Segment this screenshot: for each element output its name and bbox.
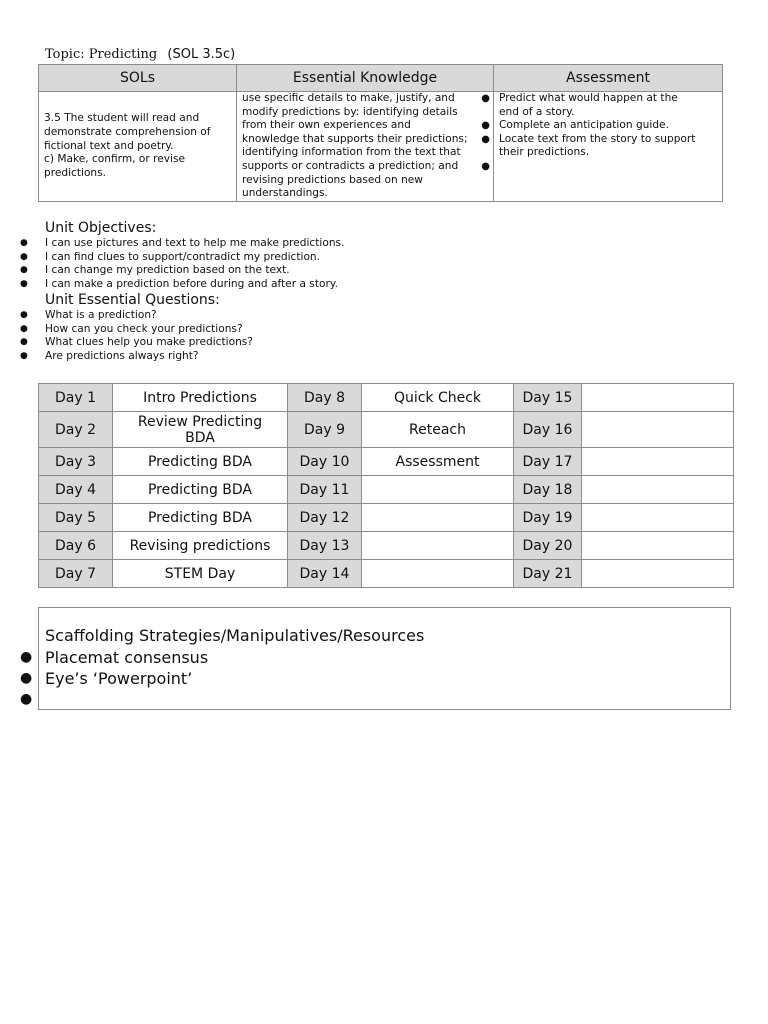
table-row	[39, 412, 734, 448]
day-label: Day 20	[514, 532, 582, 560]
day-activity	[582, 412, 734, 448]
objectives-list	[0, 237, 344, 291]
day-label: Day 19	[514, 504, 582, 532]
scaffolding-title: Scaffolding Strategies/Manipulatives/Resources	[45, 626, 425, 645]
topic-title	[45, 47, 235, 62]
list-item: ● What is a prediction?	[20, 309, 157, 321]
day-activity: Revising predictions	[113, 532, 288, 560]
knowledge-line: modify predictions by: identifying details	[242, 105, 458, 118]
day-label: Day 11	[288, 476, 362, 504]
list-item: ● Are predictions always right?	[20, 349, 199, 362]
essential-knowledge-cell	[237, 92, 494, 202]
bullet-icon: ●	[20, 323, 28, 334]
knowledge-line: knowledge that supports their predictions; ●	[242, 132, 490, 145]
assessment-line: Locate text from the story to support	[499, 132, 696, 145]
day-activity	[582, 504, 734, 532]
day-label: Day 12	[288, 504, 362, 532]
day-activity: Assessment	[362, 448, 514, 476]
sol-text-line: 3.5 The student will read and	[44, 112, 200, 125]
knowledge-line: identifying information from the text that	[242, 146, 461, 159]
sol-text-line: c) Make, confirm, or revise	[44, 153, 185, 166]
day-activity: STEM Day	[113, 560, 288, 588]
bullet-icon: ●	[20, 691, 33, 707]
list-item: ● I can use pictures and text to help me make predictions.	[20, 237, 345, 249]
table-row	[39, 560, 734, 588]
table-row	[39, 504, 734, 532]
bullet-icon: ●	[20, 310, 28, 320]
day-activity: Reteach	[362, 412, 514, 448]
list-item: ● What clues help you make predictions?	[20, 336, 253, 349]
knowledge-line: supports or contradicts a prediction; and ●	[242, 159, 490, 172]
day-label: Day 5	[39, 504, 113, 532]
day-label: Day 18	[514, 476, 582, 504]
bullet-icon: ●	[481, 160, 490, 172]
day-activity: Predicting BDA	[113, 504, 288, 532]
day-activity	[582, 532, 734, 560]
day-activity: Predicting BDA	[113, 448, 288, 476]
bullet-icon: ●	[20, 251, 28, 262]
bullet-icon: ●	[20, 337, 28, 348]
bullet-icon: ●	[20, 649, 33, 665]
table-row	[39, 532, 734, 560]
list-item: ● I can change my prediction based on the text.	[20, 264, 290, 277]
day-label: Day 14	[288, 560, 362, 588]
bullet-icon: ●	[20, 670, 33, 686]
assessment-line: end of a story.	[499, 105, 575, 118]
bullet-icon: ●	[20, 265, 28, 276]
day-label: Day 1	[39, 384, 113, 412]
knowledge-line: understandings.	[242, 187, 328, 200]
knowledge-line: from their own experiences and ●	[242, 119, 490, 132]
assessment-line: Complete an anticipation guide.	[499, 119, 669, 132]
knowledge-line: use specific details to make, justify, and ●	[242, 92, 490, 104]
day-activity: Intro Predictions	[113, 384, 288, 412]
assessment-line: their predictions.	[499, 146, 590, 159]
bullet-icon: ●	[481, 93, 490, 104]
table-row	[39, 476, 734, 504]
knowledge-line: revising predictions based on new	[242, 173, 423, 186]
list-item: ● I can find clues to support/contradict my prediction.	[20, 250, 321, 263]
sol-text-line: demonstrate comprehension of	[44, 125, 211, 138]
bullet-icon: ●	[20, 350, 28, 361]
list-item: ● How can you check your predictions?	[20, 322, 243, 335]
list-item: ● I can make a prediction before during and after a story.	[20, 277, 338, 290]
day-label: Day 2	[39, 412, 113, 448]
scaffolding-list	[0, 647, 208, 710]
questions-heading: Unit Essential Questions:	[45, 292, 220, 308]
day-activity: Review Predicting BDA	[113, 412, 288, 448]
day-label: Day 6	[39, 532, 113, 560]
objectives-heading: Unit Objectives:	[45, 220, 157, 236]
day-activity: Predicting BDA	[113, 476, 288, 504]
topic-label: Topic: Predicting	[45, 47, 158, 62]
list-item: ● Eye’s ‘Powerpoint’	[20, 669, 193, 688]
sol-text-cell	[39, 92, 237, 202]
day-activity	[362, 504, 514, 532]
day-activity	[582, 384, 734, 412]
sol-text-line: fictional text and poetry.	[44, 139, 174, 152]
day-label: Day 16	[514, 412, 582, 448]
assessment-line: Predict what would happen at the	[499, 92, 678, 104]
day-activity	[362, 476, 514, 504]
day-activity	[582, 560, 734, 588]
list-item	[0, 689, 208, 710]
bullet-icon: ●	[481, 133, 490, 145]
day-activity	[582, 448, 734, 476]
day-activity	[362, 560, 514, 588]
day-label: Day 13	[288, 532, 362, 560]
bullet-icon: ●	[20, 278, 28, 289]
day-label: Day 10	[288, 448, 362, 476]
assessment-cell	[494, 92, 723, 202]
day-label: Day 3	[39, 448, 113, 476]
sol-table	[38, 64, 723, 202]
day-label: Day 9	[288, 412, 362, 448]
day-label: Day 21	[514, 560, 582, 588]
sol-text-line: predictions.	[44, 166, 107, 179]
header-essential-knowledge: Essential Knowledge	[237, 65, 494, 92]
bullet-icon: ●	[481, 120, 490, 132]
header-sols: SOLs	[39, 65, 237, 92]
bullet-icon: ●	[20, 238, 28, 248]
list-item: ● Placemat consensus	[20, 648, 209, 667]
questions-list	[0, 309, 253, 363]
header-assessment: Assessment	[494, 65, 723, 92]
table-row	[39, 384, 734, 412]
day-label: Day 4	[39, 476, 113, 504]
day-activity	[582, 476, 734, 504]
day-label: Day 17	[514, 448, 582, 476]
day-label: Day 15	[514, 384, 582, 412]
topic-sol: (SOL 3.5c)	[167, 47, 236, 62]
day-activity	[362, 532, 514, 560]
day-label: Day 8	[288, 384, 362, 412]
table-row	[39, 448, 734, 476]
day-activity: Quick Check	[362, 384, 514, 412]
day-label: Day 7	[39, 560, 113, 588]
day-schedule-table	[38, 383, 734, 588]
